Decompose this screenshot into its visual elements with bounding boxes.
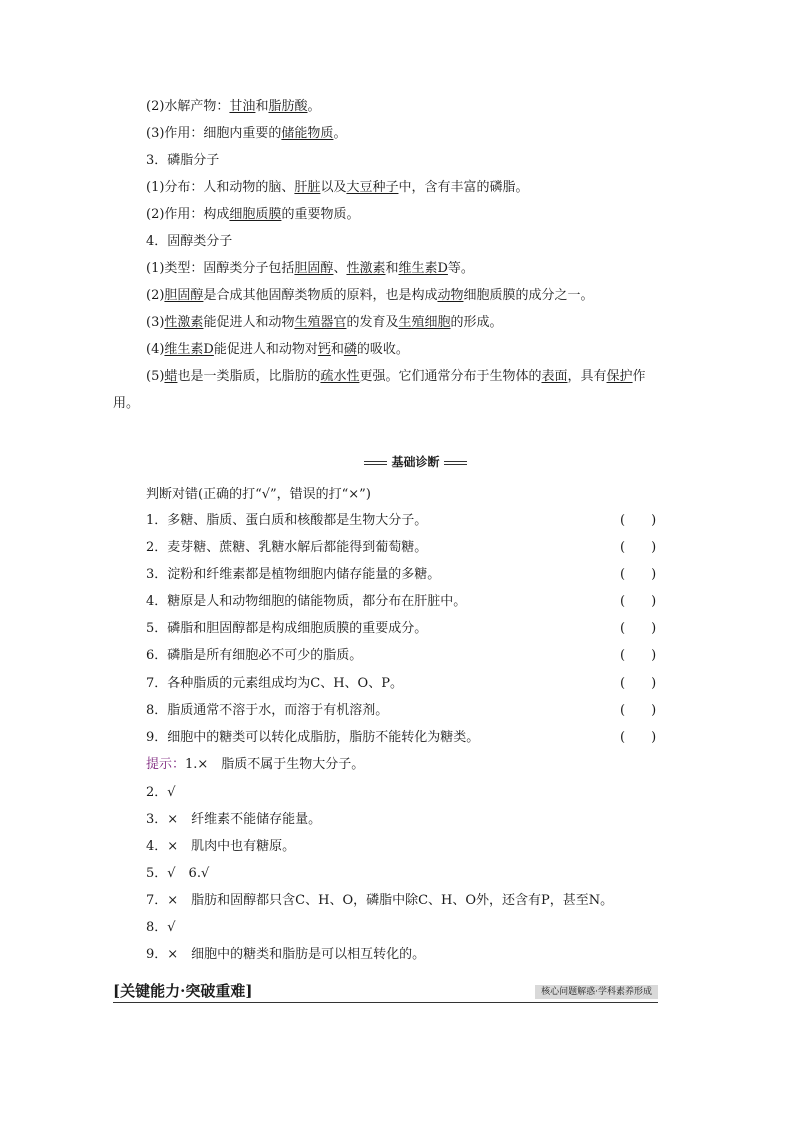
answer-blank-1: ( ) [620,513,657,528]
answer-blank-3: ( ) [620,567,657,582]
answer-blank-2: ( ) [620,540,657,555]
tip-line-4: 4．× 肌肉中也有糖原。 [146,839,296,854]
question-1: 1．多糖、脂质、蛋白质和核酸都是生物大分子。 [146,513,428,528]
answer-blank-9: ( ) [620,730,657,745]
tip-line-5: 5．√ 6.√ [146,866,210,881]
tip-line-2: 2．√ [146,785,176,800]
answer-blank-7: ( ) [620,676,657,691]
cholesterol-line: (2)胆固醇是合成其他固醇类物质的原料，也是构成动物细胞质膜的成分之一。 [146,288,594,303]
sex-hormone-line: (3)性激素能促进人和动物生殖器官的发育及生殖细胞的形成。 [146,315,503,330]
answer-blank-6: ( ) [620,648,657,663]
section-title: [关键能力·突破重难] [113,982,253,1000]
phospholipid-heading: 3．磷脂分子 [146,153,220,168]
function-line: (3)作用：细胞内重要的储能物质。 [146,126,347,141]
answer-blank-8: ( ) [620,703,657,718]
diagnosis-banner-title: 基础诊断 [387,455,443,469]
tip-line-7: 8．√ [146,920,176,935]
question-7: 7．各种脂质的元素组成均为C、H、O、P。 [146,676,403,691]
tip-line-8: 9．× 细胞中的糖类和脂肪是可以相互转化的。 [146,947,426,962]
tip-line-1: 提示：1.× 脂质不属于生物大分子。 [146,757,365,772]
hydrolysis-line: (2)水解产物：甘油和脂肪酸。 [146,99,321,114]
question-6: 6．磷脂是所有细胞必不可少的脂质。 [146,648,363,663]
diagnosis-instruction: 判断对错(正确的打“√”，错误的打“×”) [146,487,371,502]
phospholipid-function: (2)作用：构成细胞质膜的重要物质。 [146,207,360,222]
answer-blank-5: ( ) [620,621,657,636]
phospholipid-distribution: (1)分布：人和动物的脑、肝脏以及大豆种子中，含有丰富的磷脂。 [146,180,529,195]
wax-line: (5)蜡也是一类脂质，比脂肪的疏水性更强。它们通常分布于生物体的表面，具有保护作 [146,369,646,384]
vitamin-d-line: (4)维生素D能促进人和动物对钙和磷的吸收。 [146,342,409,357]
tip-line-6: 7．× 脂肪和固醇都只含C、H、O，磷脂中除C、H、O外，还含有P，甚至N。 [146,893,614,908]
question-4: 4．糖原是人和动物细胞的储能物质，都分布在肝脏中。 [146,594,467,609]
tip-line-3: 3．× 纤维素不能储存能量。 [146,812,322,827]
question-5: 5．磷脂和胆固醇都是构成细胞质膜的重要成分。 [146,621,428,636]
wax-line-cont: 用。 [113,396,140,411]
question-3: 3．淀粉和纤维素都是植物细胞内储存能量的多糖。 [146,567,441,582]
section-header [113,981,658,1003]
answer-blank-4: ( ) [620,594,657,609]
question-9: 9．细胞中的糖类可以转化成脂肪，脂肪不能转化为糖类。 [146,730,480,745]
sterol-types: (1)类型：固醇类分子包括胆固醇、性激素和维生素D等。 [146,261,474,276]
tip-label: 提示： [146,757,186,772]
question-2: 2．麦芽糖、蔗糖、乳糖水解后都能得到葡萄糖。 [146,540,428,555]
section-divider [113,1002,658,1003]
diagnosis-banner [364,455,467,469]
question-8: 8．脂质通常不溶于水，而溶于有机溶剂。 [146,703,389,718]
sterol-heading: 4．固醇类分子 [146,234,233,249]
section-tag: 核心问题解惑·学科素养形成 [535,985,658,999]
